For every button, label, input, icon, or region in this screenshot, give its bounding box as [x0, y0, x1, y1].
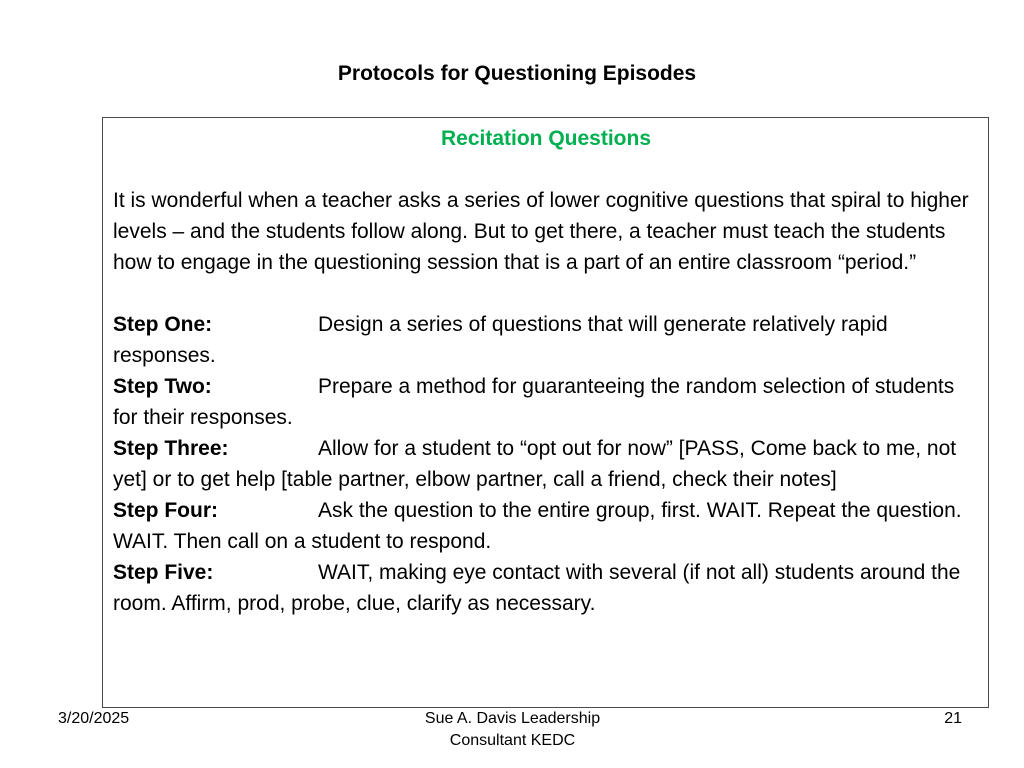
intro-paragraph — [113, 185, 981, 278]
body-text — [113, 185, 981, 619]
step-one-text: Design a series of questions that will generate relatively rapid responses. — [113, 313, 888, 367]
footer-date: 3/20/2025 — [58, 710, 130, 727]
intro-text: It is wonderful when a teacher asks a series of lower cognitive questions that spiral to higher levels – and the students follow along. But to get there, a teacher must teach the students how to engage in the questioning session that is a part of an entire classroom “period.” — [113, 189, 969, 274]
step-five — [113, 557, 981, 619]
box-heading: Recitation Questions — [440, 127, 652, 150]
footer-page-number: 21 — [944, 710, 962, 727]
step-three-label: Step Three: — [113, 437, 229, 460]
step-three — [113, 433, 981, 495]
step-four — [113, 495, 981, 557]
step-five-text: WAIT, making eye contact with several (if not all) students around the room. Affirm, prod, probe, clue, clarify as necessary. — [113, 561, 961, 615]
step-two-text: Prepare a method for guaranteeing the random selection of students for their responses. — [113, 375, 955, 429]
footer-presenter-line2: Consultant KEDC — [449, 732, 576, 749]
step-one-label: Step One: — [113, 313, 213, 336]
step-two-label: Step Two: — [113, 375, 212, 398]
step-four-text: Ask the question to the entire group, first. WAIT. Repeat the question. WAIT. Then call on a student to respond. — [113, 499, 962, 553]
footer-presenter-line1: Sue A. Davis Leadership — [424, 710, 601, 727]
slide-title: Protocols for Questioning Episodes — [337, 62, 697, 85]
step-five-label: Step Five: — [113, 561, 214, 584]
step-three-text: Allow for a student to “opt out for now” [PASS, Come back to me, not yet] or to get help [table partner, elbow partner, call a friend, check their notes] — [113, 437, 957, 491]
step-four-label: Step Four: — [113, 499, 218, 522]
spacer — [113, 278, 981, 309]
step-two — [113, 371, 981, 433]
footer-presenter — [375, 708, 650, 752]
step-one — [113, 309, 981, 371]
